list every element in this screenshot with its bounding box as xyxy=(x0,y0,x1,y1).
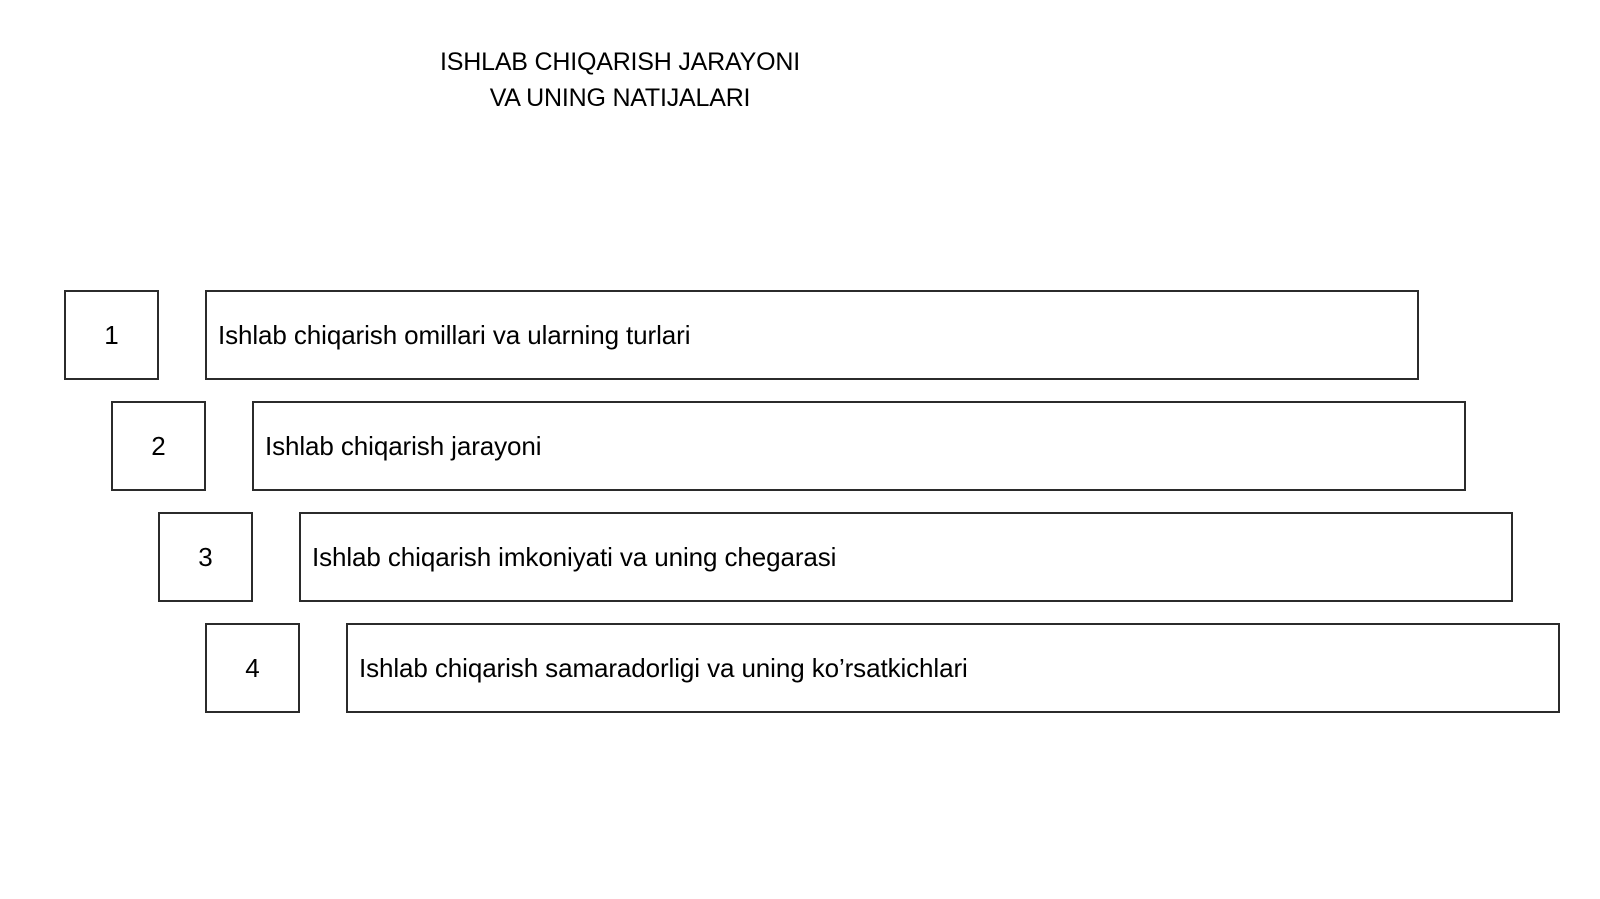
slide-title-line-1: ISHLAB CHIQARISH JARAYONI xyxy=(440,48,800,76)
item-number-box: 2 xyxy=(111,401,206,491)
slide-title xyxy=(405,44,835,116)
item-label-box: Ishlab chiqarish omillari va ularning turlari xyxy=(205,290,1419,380)
slide-title-line-2: VA UNING NATIJALARI xyxy=(489,84,751,112)
item-number-box: 3 xyxy=(158,512,253,602)
item-label-box: Ishlab chiqarish samaradorligi va uning ko’rsatkichlari xyxy=(346,623,1560,713)
item-number-box: 1 xyxy=(64,290,159,380)
item-label-box: Ishlab chiqarish imkoniyati va uning chegarasi xyxy=(299,512,1513,602)
item-number-box: 4 xyxy=(205,623,300,713)
item-label-box: Ishlab chiqarish jarayoni xyxy=(252,401,1466,491)
